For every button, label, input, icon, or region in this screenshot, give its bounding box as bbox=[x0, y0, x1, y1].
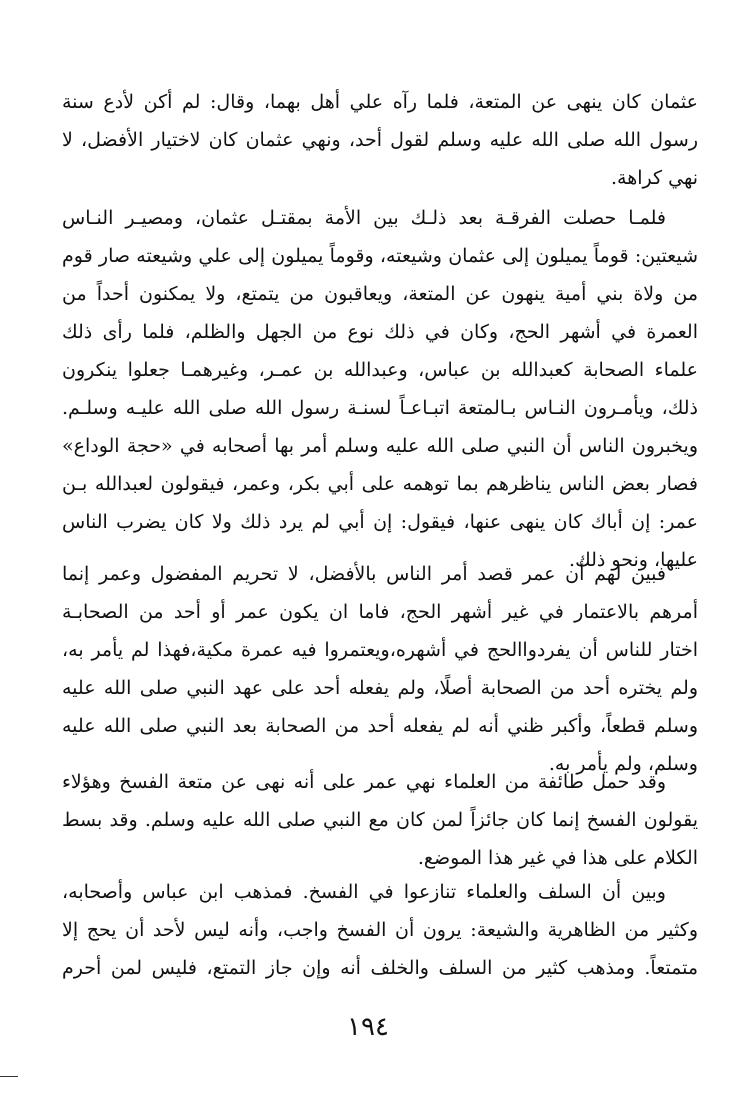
text-line: فصار بعض الناس يناظرهم بما توهمه على أبي بكر، وعمر، فيقولون لعبدالله بـن bbox=[62, 473, 698, 495]
text-line: ويخبرون الناس أن النبي صلى الله عليه وسلم أمر بها أصحابه في «حجة الوداع» bbox=[62, 435, 698, 457]
text-line: أمرهم بالاعتمار في غير أشهر الحج، فاما ان يكون عمر أو أحد من الصحابـة bbox=[62, 601, 698, 623]
text-line: وبين أن السلف والعلماء تنازعوا في الفسخ. فمذهب ابن عباس وأصحابه، bbox=[62, 881, 666, 903]
paragraph-5 bbox=[62, 873, 698, 987]
page-number: ١٩٤ bbox=[347, 1012, 389, 1042]
text-line: وكثير من الظاهرية والشيعة: يرون أن الفسخ واجب، وأنه ليس لأحد أن يحج إلا bbox=[62, 919, 698, 941]
text-line: رسول الله صلى الله عليه وسلم لقول أحد، ونهي عثمان كان لاختيار الأفضل، لا bbox=[62, 129, 698, 151]
scan-edge-mark bbox=[0, 1076, 18, 1077]
text-line: اختار للناس أن يفردواالحج في أشهره،ويعتمروا فيه عمرة مكية،فهذا لم يأمر به، bbox=[62, 639, 698, 661]
text-line: فبين لهم أن عمر قصد أمر الناس بالأفضل، لا تحريم المفضول وعمر إنما bbox=[62, 563, 666, 585]
text-line: عمر: إن أباك كان ينهى عنها، فيقول: إن أبي لم يرد ذلك ولا كان يضرب الناس bbox=[62, 511, 698, 533]
text-line: الكلام على هذا في غير هذا الموضع. bbox=[417, 847, 698, 869]
paragraph-4 bbox=[62, 763, 698, 877]
text-line: وسلم، ولم يأمر به. bbox=[548, 753, 698, 775]
text-line: ذلك، ويأمـرون النـاس بـالمتعة اتبـاعـاً لسنـة رسول الله صلى الله عليـه وسلـم. bbox=[62, 397, 698, 419]
paragraph-1 bbox=[62, 83, 698, 197]
text-line: وسلم قطعاً، وأكبر ظني أنه لم يفعله أحد من الصحابة بعد النبي صلى الله عليه bbox=[62, 715, 698, 737]
paragraph-2 bbox=[62, 199, 698, 579]
text-line: علماء الصحابة كعبدالله بن عباس، وعبدالله بن عمـر، وغيرهمـا جعلوا ينكرون bbox=[62, 359, 698, 381]
text-line: عثمان كان ينهى عن المتعة، فلما رآه علي أهل بهما، وقال: لم أكن لأدع سنة bbox=[62, 91, 698, 113]
text-line: عليها، ونحو ذلك. bbox=[569, 549, 698, 571]
paragraph-3 bbox=[62, 555, 698, 783]
text-line: شيعتين: قوماً يميلون إلى عثمان وشيعته، وقوماً يميلون إلى علي وشيعته صار قوم bbox=[62, 245, 698, 267]
text-line: من ولاة بني أمية ينهون عن المتعة، ويعاقبون من يتمتع، ولا يمكنون أحداً من bbox=[62, 283, 698, 305]
text-line: يقولون الفسخ إنما كان جائزاً لمن كان مع النبي صلى الله عليه وسلم. وقد بسط bbox=[62, 809, 698, 831]
text-line: فلمـا حصلت الفرقـة بعد ذلـك بين الأمة بمقتـل عثمان، ومصيـر النـاس bbox=[62, 207, 666, 229]
text-line: متمتعاً. ومذهب كثير من السلف والخلف أنه وإن جاز التمتع، فليس لمن أحرم bbox=[62, 957, 698, 979]
text-line: ولم يختره أحد من الصحابة أصلًا، ولم يفعله أحد على عهد النبي صلى الله عليه bbox=[62, 677, 698, 699]
text-line: وقد حمل طائفة من العلماء نهي عمر على أنه نهى عن متعة الفسخ وهؤلاء bbox=[62, 771, 666, 793]
text-line: العمرة في أشهر الحج، وكان في ذلك نوع من الجهل والظلم، فلما رأى ذلك bbox=[62, 321, 698, 343]
text-line: نهي كراهة. bbox=[611, 167, 698, 189]
